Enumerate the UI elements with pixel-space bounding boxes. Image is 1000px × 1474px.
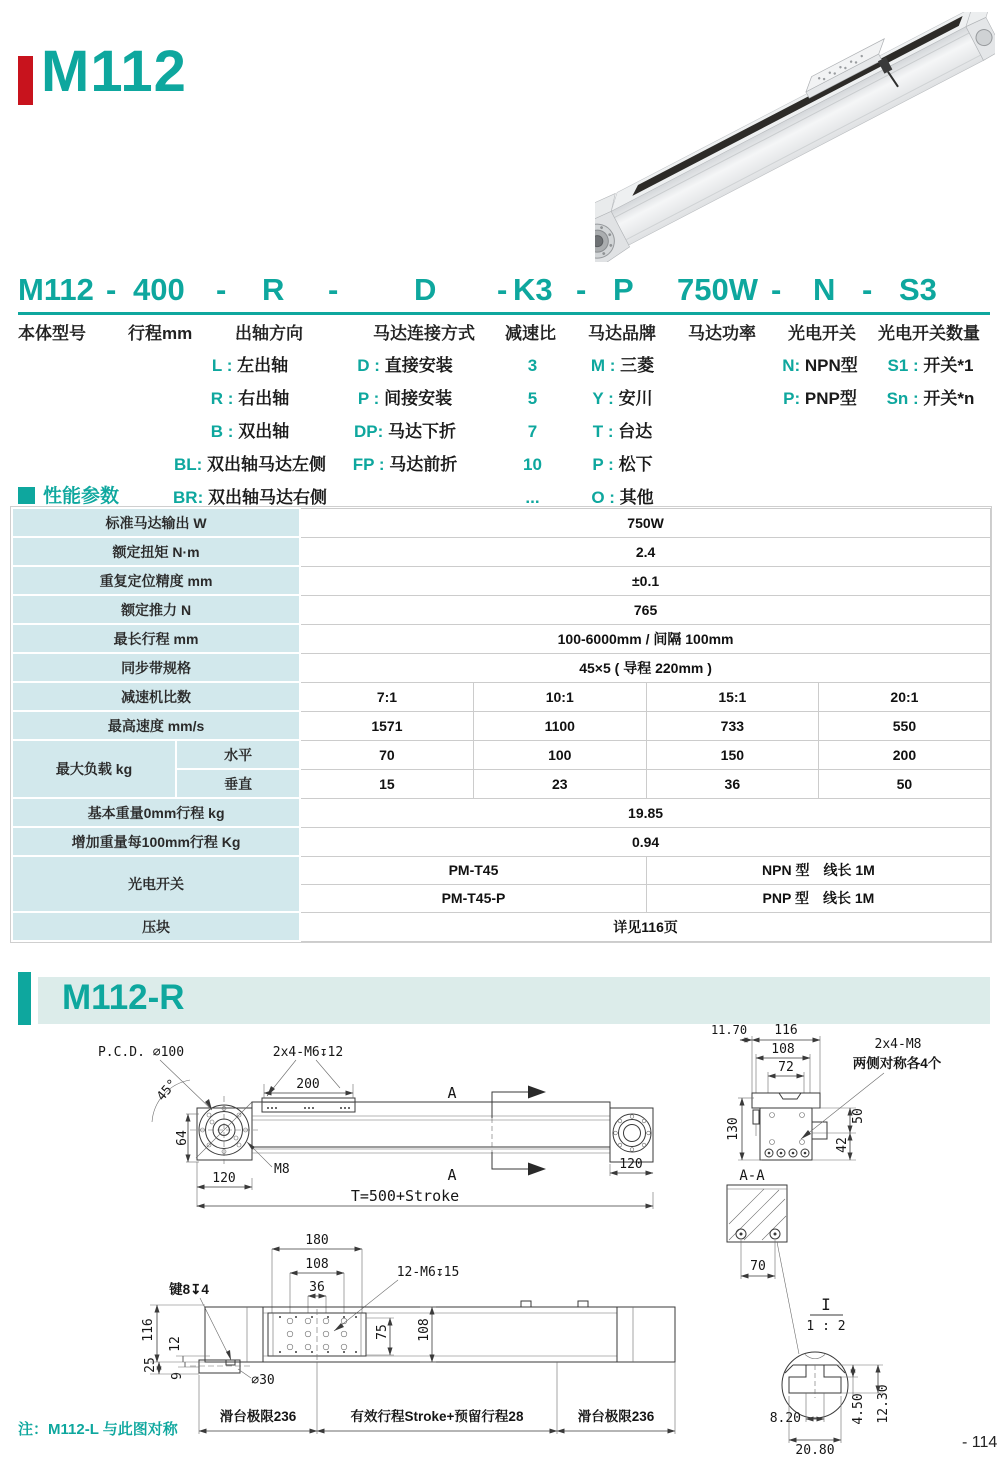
table-row xyxy=(12,798,991,827)
option-item: BL: 双出轴马达左侧 xyxy=(173,455,327,474)
row-value: PM-T45-P xyxy=(300,884,646,912)
row-value: 10:1 xyxy=(473,682,646,711)
code-token: K3 xyxy=(513,272,553,307)
row-label: 基本重量0mm行程 kg xyxy=(12,798,300,827)
row-value: 70 xyxy=(300,740,473,769)
table-row xyxy=(12,682,991,711)
dim-label: 9 xyxy=(170,1372,185,1380)
table-row xyxy=(12,740,991,769)
row-value: 45×5 ( 导程 220mm ) xyxy=(300,653,990,682)
technical-drawings xyxy=(0,1018,1000,1474)
dim-label: 120 xyxy=(619,1157,643,1172)
table-row xyxy=(12,595,991,624)
option-item: P : 松下 xyxy=(592,455,653,474)
row-value: PNP 型 线长 1M xyxy=(646,884,990,912)
code-token: R xyxy=(262,272,285,307)
row-label: 最高速度 mm/s xyxy=(12,711,300,740)
dim-label: P.C.D. ∅100 xyxy=(97,1045,185,1060)
photo-switch-options xyxy=(770,349,870,415)
row-value: 1100 xyxy=(473,711,646,740)
row-value: 详见116页 xyxy=(300,912,990,941)
row-value: PM-T45 xyxy=(300,856,646,884)
dim-label: 116 xyxy=(774,1023,798,1038)
dim-label: 8.20 xyxy=(769,1411,801,1426)
row-value: 20:1 xyxy=(818,682,990,711)
dim-label: 42 xyxy=(835,1137,850,1153)
performance-section-title: 性能参数 xyxy=(43,486,120,507)
row-label: 增加重量每100mm行程 Kg xyxy=(12,827,300,856)
section-label: A-A xyxy=(739,1168,765,1184)
row-value: 150 xyxy=(646,740,818,769)
option-item: 7 xyxy=(527,422,538,441)
code-field-label: 马达连接方式 xyxy=(373,324,475,343)
option-item: L : 左出轴 xyxy=(211,356,289,375)
table-row xyxy=(12,827,991,856)
option-item: 3 xyxy=(527,356,538,375)
code-underline xyxy=(18,312,990,315)
dim-label: 116 xyxy=(141,1318,156,1342)
row-value: 15:1 xyxy=(646,682,818,711)
switch-count-options xyxy=(878,349,983,415)
dim-label: 180 xyxy=(305,1233,329,1248)
row-label: 最大负载 kg xyxy=(12,740,176,798)
code-token: D xyxy=(414,272,437,307)
product-photo xyxy=(595,12,995,262)
dim-label: 20.80 xyxy=(795,1443,835,1458)
code-token: S3 xyxy=(899,272,937,307)
option-item: O : 其他 xyxy=(591,488,654,507)
option-item: N: NPN型 xyxy=(782,356,858,375)
dim-label: 滑台极限236 xyxy=(577,1409,655,1424)
dim-label: 12 xyxy=(168,1336,183,1352)
row-value: 750W xyxy=(300,508,990,537)
dim-label: 75 xyxy=(375,1324,390,1340)
detail-label: I xyxy=(821,1295,831,1314)
section-mark-a: A xyxy=(447,1166,457,1184)
row-value: 733 xyxy=(646,711,818,740)
dim-label: 2x4-M6↧12 xyxy=(272,1045,344,1060)
row-value: 7:1 xyxy=(300,682,473,711)
dim-label: ∅30 xyxy=(251,1373,275,1388)
side-view xyxy=(98,1045,653,1209)
symmetry-note: 注：M112-L 与此图对称 xyxy=(18,1421,178,1438)
dim-label: 滑台极限236 xyxy=(219,1409,297,1424)
row-value: 1571 xyxy=(300,711,473,740)
dim-label: 45° xyxy=(154,1076,181,1105)
dim-label: 108 xyxy=(305,1257,329,1272)
dim-label: 2x4-M8 xyxy=(874,1037,922,1052)
row-value: 100 xyxy=(473,740,646,769)
row-label: 标准马达输出 W xyxy=(12,508,300,537)
row-value: 200 xyxy=(818,740,990,769)
drawing-section-title: M112-R xyxy=(62,978,185,1017)
dim-label: 50 xyxy=(851,1108,866,1124)
code-field-label: 行程mm xyxy=(128,324,193,343)
row-label: 同步带规格 xyxy=(12,653,300,682)
code-dash: - xyxy=(328,272,339,307)
section-mark-a: A xyxy=(447,1084,457,1102)
table-row xyxy=(12,537,991,566)
brand-options xyxy=(570,349,675,514)
option-item: P: PNP型 xyxy=(783,389,857,408)
axis-options xyxy=(160,349,340,514)
dim-label: 键8↧4 xyxy=(169,1282,209,1297)
dim-label: 25 xyxy=(143,1357,158,1373)
code-field-label: 马达品牌 xyxy=(588,324,656,343)
row-value: 19.85 xyxy=(300,798,990,827)
section-square-icon xyxy=(18,487,35,504)
option-item: DP: 马达下折 xyxy=(353,422,456,441)
ratio-options xyxy=(505,349,560,514)
code-field-label: 减速比 xyxy=(505,324,556,343)
option-item: Sn : 开关*n xyxy=(886,389,975,408)
code-field-label: 出轴方向 xyxy=(235,324,303,343)
option-item: B : 双出轴 xyxy=(210,422,290,441)
page-number: - 114 xyxy=(962,1434,998,1451)
dim-label: 200 xyxy=(296,1077,320,1092)
option-item: M : 三菱 xyxy=(590,356,655,375)
dim-label: 64 xyxy=(175,1130,190,1146)
dim-label: 11.70 xyxy=(710,1023,748,1037)
code-dash: - xyxy=(771,272,782,307)
row-value: 23 xyxy=(473,769,646,798)
table-row xyxy=(12,711,991,740)
code-dash: - xyxy=(216,272,227,307)
row-value: 550 xyxy=(818,711,990,740)
option-item: R : 右出轴 xyxy=(210,389,290,408)
code-dash: - xyxy=(576,272,587,307)
row-value: 50 xyxy=(818,769,990,798)
table-row xyxy=(12,624,991,653)
code-dash: - xyxy=(497,272,508,307)
dim-label: 70 xyxy=(750,1259,766,1274)
code-dash: - xyxy=(106,272,117,307)
option-item: P : 间接安装 xyxy=(357,389,453,408)
row-value: 100-6000mm / 间隔 100mm xyxy=(300,624,990,653)
row-value: ±0.1 xyxy=(300,566,990,595)
option-item: BR: 双出轴马达右侧 xyxy=(173,488,327,507)
row-label: 最长行程 mm xyxy=(12,624,300,653)
option-item: 10 xyxy=(523,455,542,474)
option-item: T : 台达 xyxy=(592,422,653,441)
table-row xyxy=(12,856,991,884)
code-field-label: 光电开关数量 xyxy=(878,324,980,343)
row-label: 重复定位精度 mm xyxy=(12,566,300,595)
row-value: 765 xyxy=(300,595,990,624)
code-field-label: 光电开关 xyxy=(788,324,856,343)
performance-table xyxy=(10,506,992,943)
code-token: 400 xyxy=(133,272,185,307)
dim-label: 72 xyxy=(778,1060,794,1075)
detail-scale: 1 : 2 xyxy=(806,1319,846,1334)
title-accent-bar xyxy=(18,56,33,105)
mount-options xyxy=(330,349,480,481)
dim-label: 12-M6↧15 xyxy=(396,1265,460,1280)
code-token: 750W xyxy=(677,272,758,307)
row-sublabel: 垂直 xyxy=(176,769,300,798)
code-field-label: 马达功率 xyxy=(688,324,756,343)
code-dash: - xyxy=(862,272,873,307)
row-sublabel: 水平 xyxy=(176,740,300,769)
option-item: ... xyxy=(525,488,540,507)
row-value: NPN 型 线长 1M xyxy=(646,856,990,884)
option-item: 5 xyxy=(527,389,538,408)
code-token: M112 xyxy=(18,272,94,307)
code-token: P xyxy=(613,272,634,307)
dim-label: 36 xyxy=(309,1280,325,1295)
option-item: S1 : 开关*1 xyxy=(887,356,974,375)
row-label: 额定扭矩 N·m xyxy=(12,537,300,566)
dim-label: 120 xyxy=(212,1171,236,1186)
top-view xyxy=(141,1233,675,1434)
dim-label: 有效行程Stroke+预留行程28 xyxy=(350,1409,524,1424)
row-value: 36 xyxy=(646,769,818,798)
table-row xyxy=(12,912,991,941)
row-label: 压块 xyxy=(12,912,300,941)
code-field-label: 本体型号 xyxy=(18,324,86,343)
dim-label: 4.50 xyxy=(851,1393,866,1425)
code-token: N xyxy=(813,272,836,307)
dim-label: T=500+Stroke xyxy=(350,1187,460,1205)
option-item: Y : 安川 xyxy=(592,389,653,408)
detail-view xyxy=(770,1295,891,1458)
dim-label: 108 xyxy=(417,1318,432,1342)
row-value: 0.94 xyxy=(300,827,990,856)
dim-label: 12.30 xyxy=(876,1384,891,1424)
table-row xyxy=(12,566,991,595)
option-item: D : 直接安装 xyxy=(357,356,453,375)
page-title: M112 xyxy=(41,39,187,104)
row-label: 光电开关 xyxy=(12,856,300,912)
row-value: 15 xyxy=(300,769,473,798)
row-label: 额定推力 N xyxy=(12,595,300,624)
option-item: FP : 马达前折 xyxy=(352,455,458,474)
row-value: 2.4 xyxy=(300,537,990,566)
row-label: 减速机比数 xyxy=(12,682,300,711)
table-row xyxy=(12,653,991,682)
dim-label: M8 xyxy=(274,1162,290,1177)
dim-label: 108 xyxy=(771,1042,795,1057)
table-row xyxy=(12,508,991,537)
dim-note: 两侧对称各4个 xyxy=(852,1056,942,1071)
dim-label: 130 xyxy=(726,1117,741,1141)
